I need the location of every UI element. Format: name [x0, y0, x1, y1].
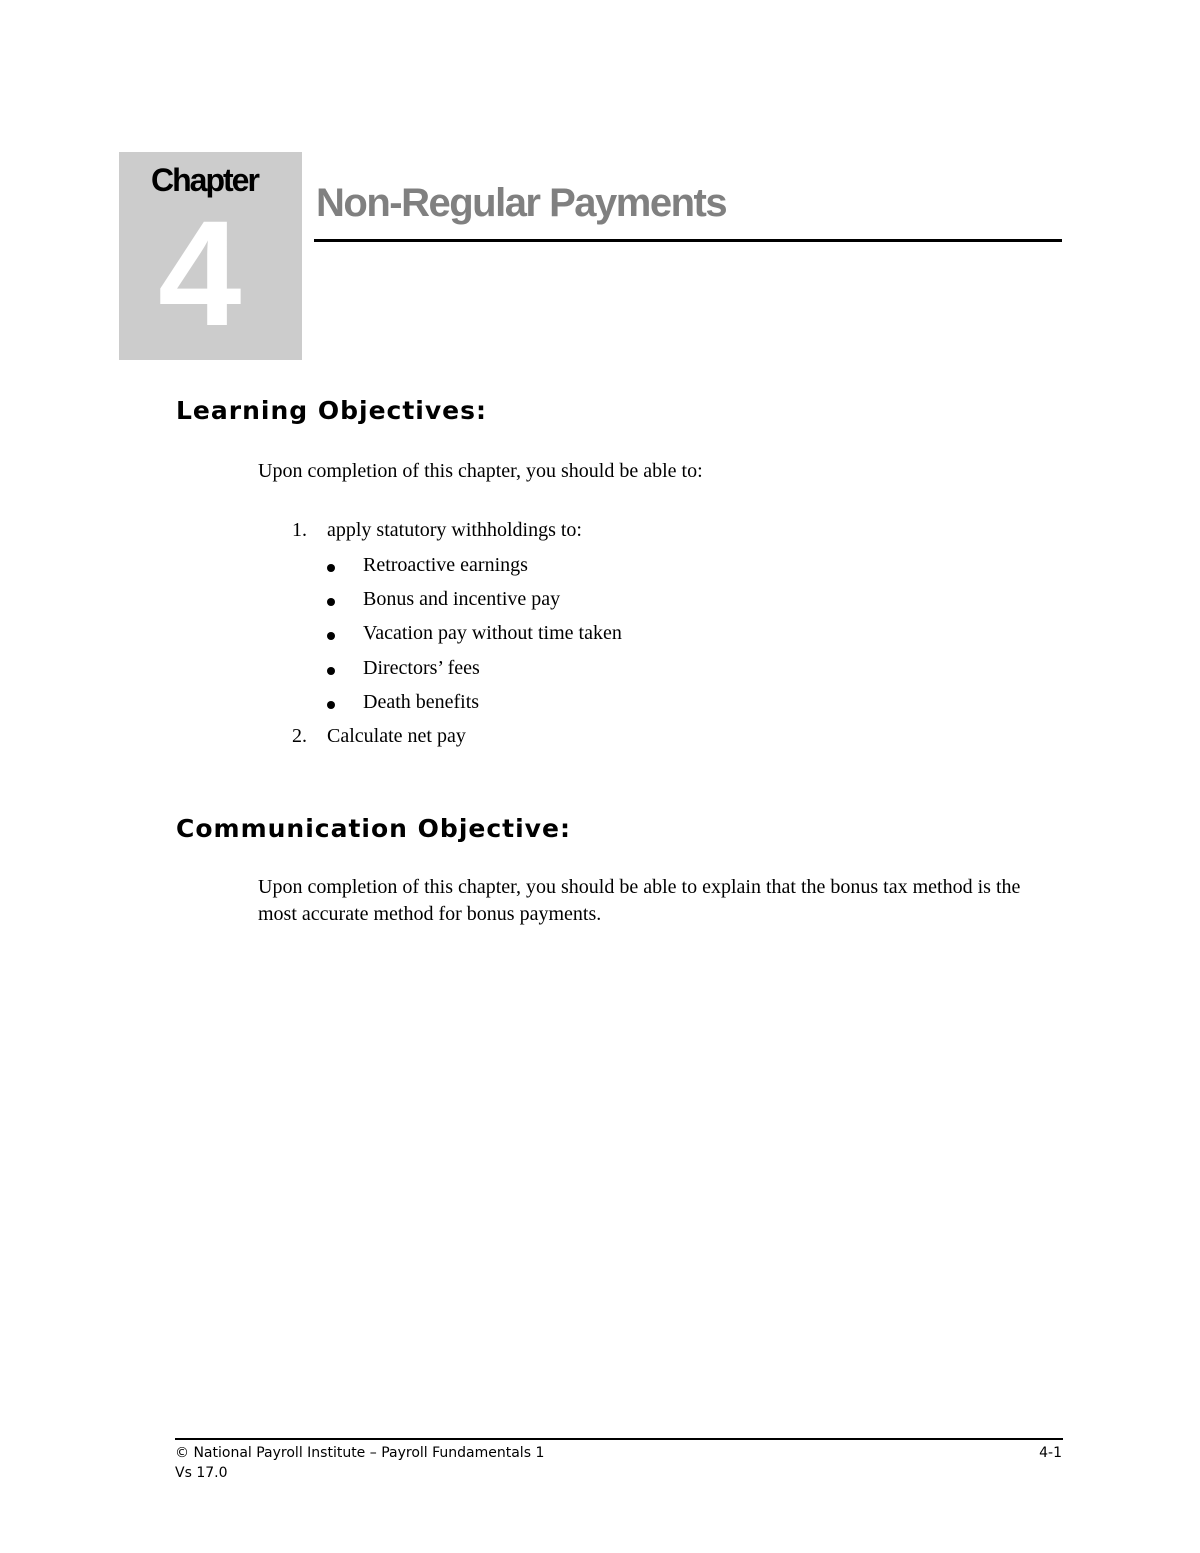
list-item: Bonus and incentive pay [363, 588, 561, 610]
communication-text: Upon completion of this chapter, you should be able to explain that the bonus tax method is the most accurate method for bonus payments. [258, 876, 1021, 925]
page-title: Non-Regular Payments [316, 181, 727, 225]
list-item: Directors’ fees [363, 657, 480, 679]
bullet-icon [327, 598, 335, 606]
footer-version: Vs 17.0 [175, 1465, 228, 1481]
learning-objectives-heading: Learning Objectives: [176, 396, 487, 425]
bullet-icon [327, 632, 335, 640]
chapter-label: Chapter [151, 162, 258, 198]
footer-divider [175, 1438, 1063, 1440]
list-item-number: 2. [292, 725, 307, 747]
learning-intro: Upon completion of this chapter, you should be able to: [258, 460, 703, 482]
list-item: Vacation pay without time taken [363, 622, 622, 644]
page-number: 4-1 [1039, 1445, 1062, 1461]
list-item: Death benefits [363, 691, 480, 713]
list-item: Calculate net pay [327, 725, 466, 747]
bullet-icon [327, 701, 335, 709]
title-divider [314, 239, 1062, 242]
list-item-number: 1. [292, 519, 307, 541]
footer-copyright: © National Payroll Institute – Payroll Fundamentals 1 [175, 1445, 545, 1461]
list-item: Retroactive earnings [363, 554, 528, 576]
chapter-number: 4 [158, 189, 242, 357]
list-item: apply statutory withholdings to: [327, 519, 582, 541]
bullet-icon [327, 667, 335, 675]
bullet-icon [327, 564, 335, 572]
communication-objective-heading: Communication Objective: [176, 814, 571, 843]
